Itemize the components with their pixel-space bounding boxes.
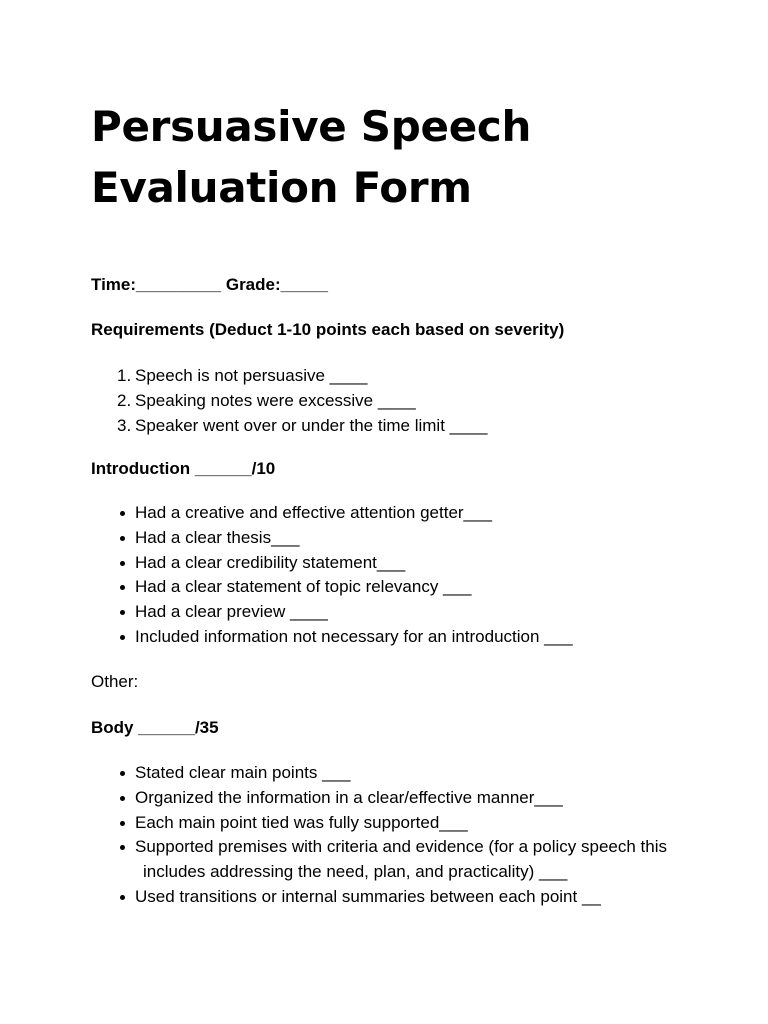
introduction-list xyxy=(91,501,573,650)
list-item: 3. Speaker went over or under the time limit ____ xyxy=(117,415,488,435)
list-item: Had a clear preview ____ xyxy=(91,600,573,625)
requirements-list xyxy=(91,364,487,438)
list-item: Had a creative and effective attention getter___ xyxy=(91,501,573,526)
time-grade-line: Time:_________ Grade:_____ xyxy=(91,275,328,294)
list-item: Used transitions or internal summaries between each point __ xyxy=(91,885,667,910)
other-label: Other: xyxy=(91,672,139,691)
list-item: Each main point tied was fully supported___ xyxy=(91,811,667,836)
list-item: Supported premises with criteria and evidence (for a policy speech this includes addressing the need, plan, and practicality) ___ xyxy=(91,835,667,885)
list-item: Had a clear credibility statement___ xyxy=(91,551,573,576)
list-item-continuation: includes addressing the need, plan, and practicality) ___ xyxy=(143,862,568,882)
body-list xyxy=(91,761,667,910)
list-item: Organized the information in a clear/effective manner___ xyxy=(91,786,667,811)
body-heading: Body ______/35 xyxy=(91,718,219,737)
list-item: Had a clear statement of topic relevancy ___ xyxy=(91,575,573,600)
list-item: 2. Speaking notes were excessive ____ xyxy=(117,390,416,410)
requirements-heading: Requirements (Deduct 1-10 points each based on severity) xyxy=(91,320,565,339)
page-title: Persuasive Speech Evaluation Form xyxy=(91,102,532,212)
list-item: Included information not necessary for an introduction ___ xyxy=(91,625,573,650)
introduction-heading: Introduction ______/10 xyxy=(91,459,276,478)
list-item: 1. Speech is not persuasive ____ xyxy=(117,366,368,385)
list-item: Stated clear main points ___ xyxy=(91,761,667,786)
list-item: Had a clear thesis___ xyxy=(91,526,573,551)
